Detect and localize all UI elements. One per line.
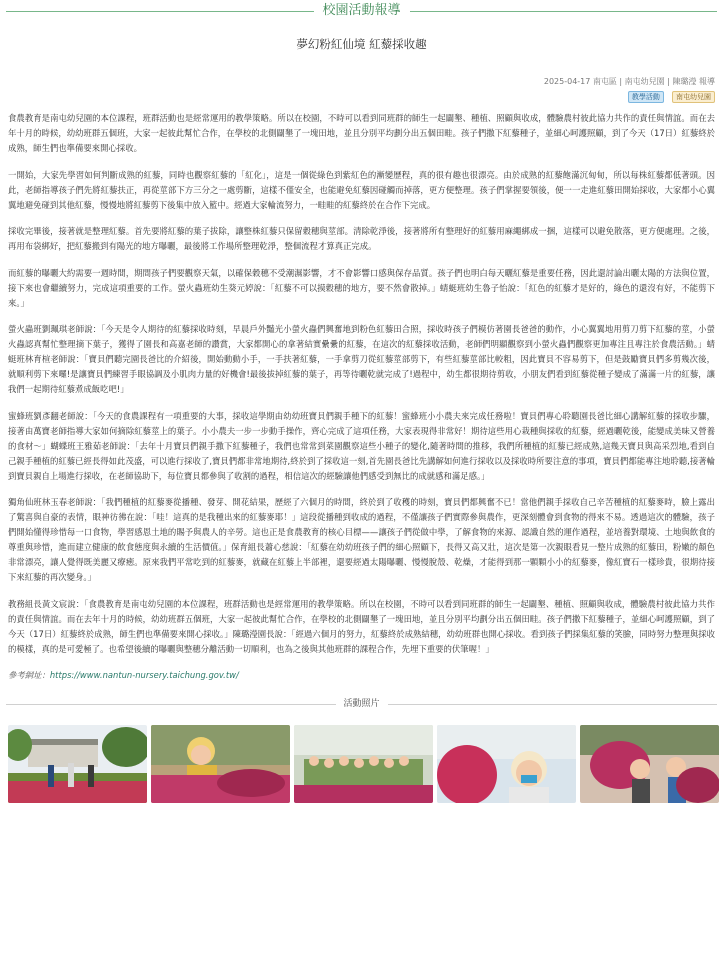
reference-link[interactable]: https://www.nantun-nursery.taichung.gov.tw/ bbox=[49, 670, 239, 680]
article-title: 夢幻粉紅仙境 紅藜採收趣 bbox=[296, 37, 427, 51]
reference bbox=[8, 668, 715, 683]
activity-photo[interactable] bbox=[294, 725, 433, 803]
reference-label: 參考網址： bbox=[8, 670, 50, 680]
photo-section-header bbox=[0, 695, 723, 715]
activity-photo[interactable] bbox=[8, 725, 147, 803]
photo-icon bbox=[151, 725, 290, 803]
activity-photo[interactable] bbox=[437, 725, 576, 803]
photo-icon bbox=[8, 725, 147, 803]
paragraph: 而紅藜的曝曬大約需要一週時間，期間孩子們要觀察天氣，以確保穀穗不受潮濕影響，才不會影響口感與保存品質。孩子們也明白每天曬紅藜是重要任務，因此還討論出曬太陽的方法與位置，接下來也會繼續努力，完成這項重要的工作。螢火蟲班幼生葵元婷說：「紅藜不可以摸穀穗的地方，要不然會散掉。」蜻蜓班幼生魯子怡說：「紅色的紅藜才是好的，綠色的還沒有好，不能剪下來。」 bbox=[8, 267, 715, 308]
photo-icon bbox=[294, 725, 433, 803]
tag-list bbox=[0, 91, 715, 103]
photo-icon bbox=[437, 725, 576, 803]
paragraph: 獨角仙班林玉春老師說：「我們種植的紅藜麥從播種、發芽、開花結果，歷經了六個月的時間，終於到了收穫的時刻，寶貝們都興奮不已！當他們親手採收自己辛苦種植的紅藜麥時，臉上露出了驚喜與自豪的表情，眼神彷彿在說：「哇！這真的是我種出來的紅藜麥耶！」這段從播種到收成的過程，不僅讓孩子們實際參與農作，更深刻體會到食物的得來不易。透過這次的體驗，孩子們開始懂得珍惜每一口食物，學習感恩土地的賜予與農人的辛勞。這也正是食農教育的核心目標——讓孩子們從做中學，了解食物的來源、認識自然的運作過程，並培養對環境、土地與飲食的尊重與珍惜，進而建立健康的飲食態度與永續的生活價值。」保育組長蕭心慈說：「紅藜在幼幼班孩子們的細心照顧下，長得又高又壯，這次是第一次親眼看見一整片成熟的紅藜田，粉嫩的顏色非常漂亮，讓人覺得既美麗又療癒。原來我們平常吃到的紅藜麥，就藏在紅藜上半部裡，還要經過太陽曝曬、慢慢脫殼、乾燥，才能得到那一顆顆小小的紅藜麥，像紅寶石一樣珍貴，很期待接下來紅藜的再次變身。」 bbox=[8, 497, 715, 582]
tag-teaching-activity[interactable]: 教學活動 bbox=[628, 91, 664, 103]
tag-school[interactable]: 南屯幼兒園 bbox=[672, 91, 715, 103]
paragraph: 食農教育是南屯幼兒園的本位課程，班群活動也是經常運用的教學策略。所以在校園，不時可以看到同班群的師生一起闢墾、種植、照顧與收成，體驗農村彼此協力共作的責任與情誼。而在去年十月的時候，幼幼班群五個班，大家一起彼此幫忙合作，在學校的北側闢墾了一塊田地，並且分別平均劃分出五個田畦。孩子們撒下紅藜種子，並細心呵護照顧，到了今天（17日）紅藜終於成熟，師生們也準備要來開心採收。 bbox=[8, 113, 715, 153]
section-header bbox=[0, 0, 723, 24]
section-title: 校園活動報導 bbox=[313, 0, 409, 22]
paragraph: 螢火蟲班劉珮琪老師說：「今天是令人期待的紅藜採收時刻，早晨戶外豔光小螢火蟲們興奮地到粉色紅藜田合照，採收時孩子們模仿著園長爸爸的動作，小心翼翼地用剪刀剪下紅藜的莖，小螢火蟲認真幫忙整理摘下葉子，獲得了園長和高嘉老師的讚賞，大家都開心的拿著結實纍纍的紅藜，在這次的紅藜採收活動，老師們明顯觀察到小螢火蟲們觀察更加專注且專注於食農活動。」蜻蜓班林育楦老師說：「寶貝們聽完園長爸比的介紹後，開始動動小手，一手扶著紅藜，一手拿剪刀從紅藜莖部剪下，有些紅藜莖部比較粗，因此寶貝不容易剪下，但是鼓勵寶貝們多剪幾次後，就順利剪下來囉!是讓寶貝們練習手眼協調及小肌肉力量的好機會!最後拔掉紅藜的葉子，再等待曬乾就完成了!過程中，幼生都很期待剪收，小朋友們看到紅藜從種子變成了滿滿一片的紅藜，讓我們一起期待紅藜煮成飯吃吧!」 bbox=[8, 324, 715, 394]
article-meta: 2025-04-17 南屯區 | 南屯幼兒園 | 陳璐瀅 報導 bbox=[543, 77, 715, 86]
paragraph: 教務組長黃文宸說：「食農教育是南屯幼兒園的本位課程，班群活動也是經常運用的教學策略。所以在校園，不時可以看到同班群的師生一起闢墾、種植、照顧與收成，體驗農村彼此協力共作的責任與情誼。而在去年十月的時候，幼幼班群五個班，大家一起彼此幫忙合作，在學校的北側闢墾了一塊田地，並且分別平均劃分出五個田畦。孩子們撒下紅藜種子，並細心呵護照顧，到了今天（17日）紅藜終於成熟，師生們也準備要來開心採收。」陳璐瀅園長說：「經過六個月的努力，紅藜終於成熟結穗，幼幼班群也開心採收。看到孩子們採集紅藜的笑臉，同時努力整理與採收的模樣，真的是可愛極了。也希望後續的曝曬與整穗分離活動一切順利，也為之後與其他班群的課程合作，先埋下重要的伏筆喔！」 bbox=[8, 598, 715, 654]
paragraph: 採收完畢後，接著就是整理紅藜。首先要將紅藜的葉子拔除，讓整株紅藜只保留穀穗與莖部。清除乾淨後，接著將所有整理好的紅藜用麻繩綁成一捆，這樣可以避免散落，更方便處理。之後，再用布袋綁好，把紅藜搬到有陽光的地方曝曬，最後將工作場所整理乾淨，整個流程才算真正完成。 bbox=[8, 226, 715, 251]
photo-icon bbox=[580, 725, 719, 803]
photo-section-title: 活動照片 bbox=[335, 695, 387, 713]
photo-gallery bbox=[0, 717, 723, 803]
paragraph: 一開始，大家先學習如何判斷成熟的紅藜，同時也觀察紅藜的「紅化」，這是一個從綠色到紫紅色的漸變歷程，真的很有趣也很漂亮。由於成熟的紅藜飽滿沉甸甸，所以每株紅藜都低著頭。因此，老師指導孩子們先將紅藜扶正，再從莖部下方三分之一處剪斷，這樣不僅安全，也能避免紅藜因碰觸而掉落，更方便整理。孩子們掌握要領後，便一一走進紅藜田開始採收，大家都小心翼翼地避免碰到其他紅藜，慢慢地將紅藜剪下後集中放入籃中。經過大家輪流努力，一畦畦的紅藜終於在合作下完成。 bbox=[8, 169, 715, 210]
paragraph: 蜜蜂班劉彥翻老師說：「今天的食農課程有一項重要的大事，採收這學期由幼幼班寶貝們親手種下的紅藜！蜜蜂班小小農夫來完成任務啦！寶貝們專心聆聽園長爸比細心講解紅藜的採收步驟，接著由萬寶老師指導大家如何摘除紅藜莖上的葉子。小小農夫一步一步動手操作，齊心完成了這項任務，大家表現得非常好！期待這些用心栽種與採收的紅藜，經過曬乾後，能變成美味又營養的食材～」蝴蝶班王雅茹老師說：「去年十月寶貝們親手撒下紅藜種子，我們也常常到菜園觀察這些小種子的變化,隨著時間的推移，我們所種植的紅藜已經成熟,這幾天寶貝與高采烈地,看到自己親手種植的紅藜已經長得如此茂盛，可以進行採收了,寶貝們都非常地期待,終於到了採收這一刻,首先園長爸比先講解如何進行採收以及採收時所要注意的事項，寶貝們都能專注地聆聽,接著輪到寶貝親自上場進行採收，在老師協助下，每位寶貝都參與了收割的過程，相信這次的經驗讓他們感受到無比的成就感和滿足感。」 bbox=[8, 410, 715, 481]
activity-photo[interactable] bbox=[151, 725, 290, 803]
article-body bbox=[8, 111, 715, 683]
activity-photo[interactable] bbox=[580, 725, 719, 803]
